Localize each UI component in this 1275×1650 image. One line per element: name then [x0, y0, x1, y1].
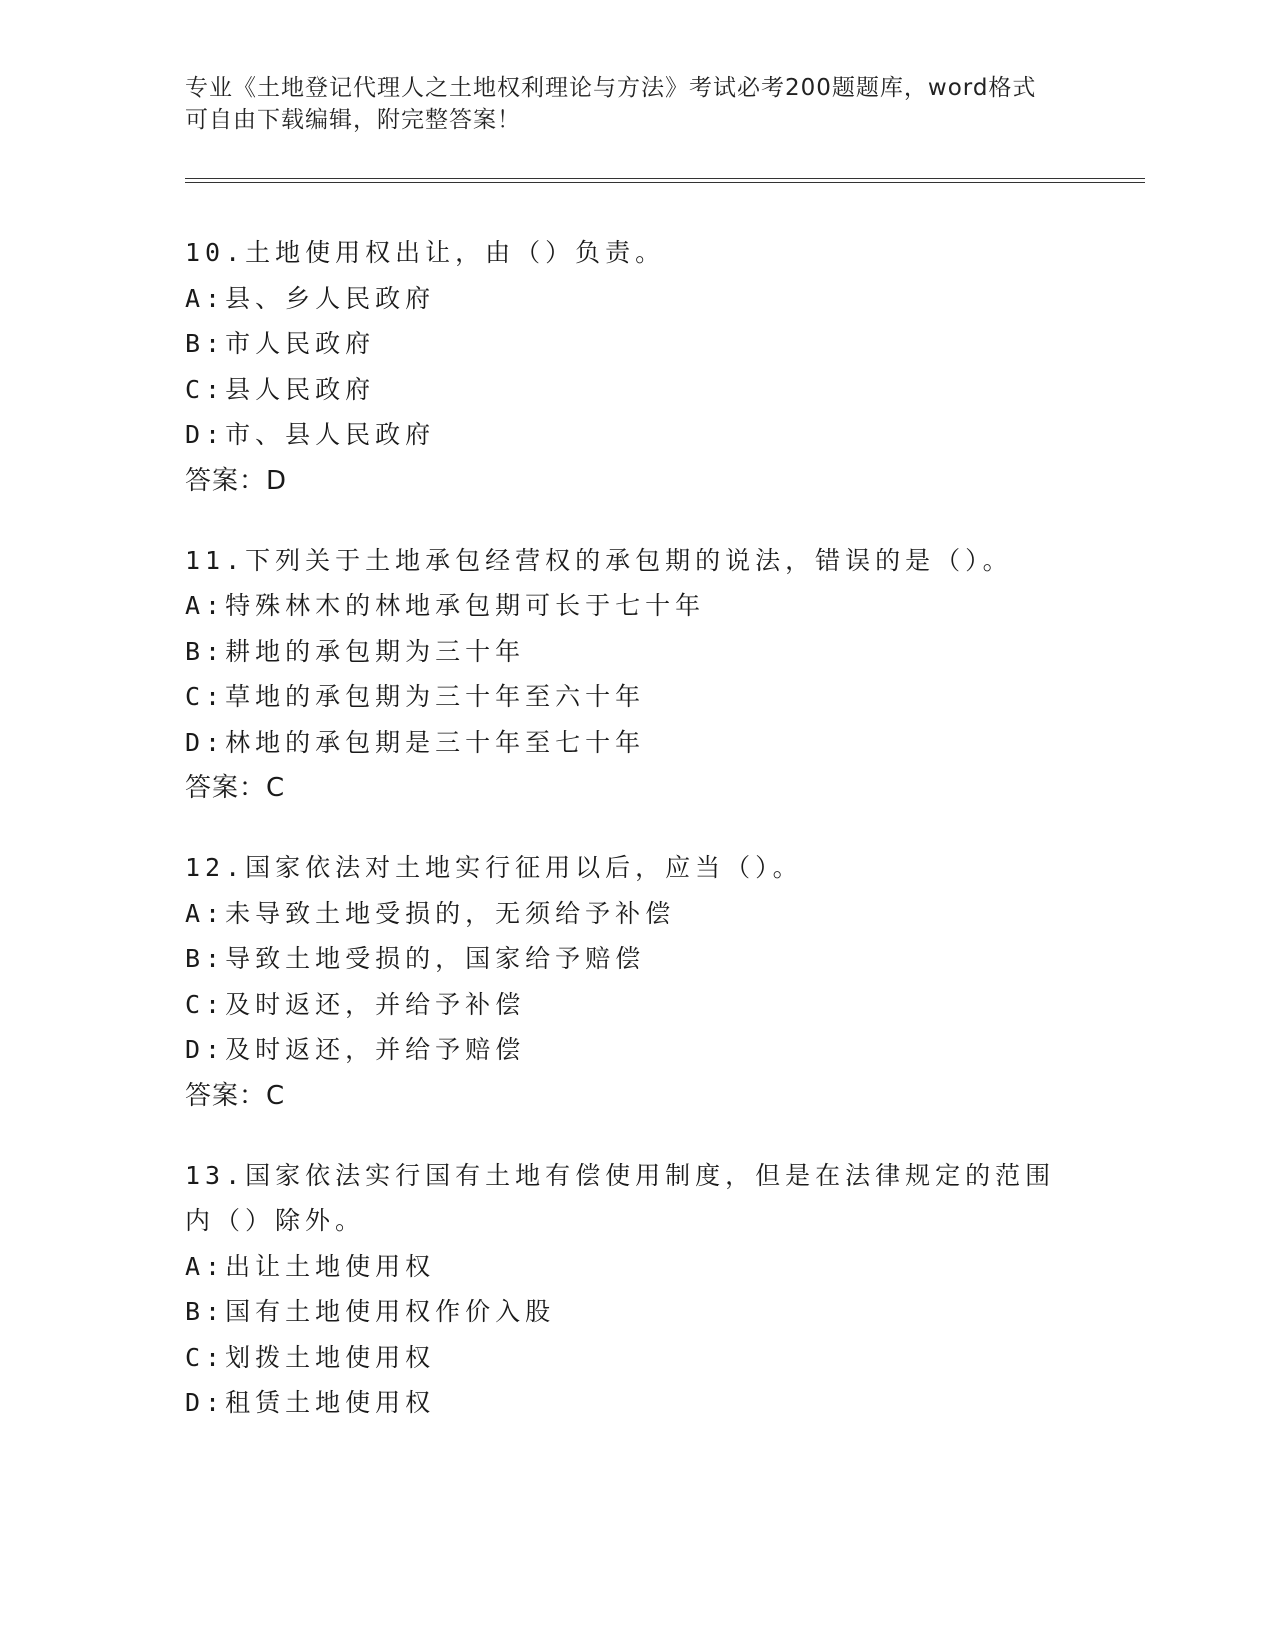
- question-10: [185, 230, 1085, 504]
- option-b: B:市人民政府: [185, 329, 376, 358]
- option-c: C:草地的承包期为三十年至六十年: [185, 682, 646, 711]
- document-header: [185, 72, 1085, 136]
- question-11: [185, 538, 1085, 812]
- answer-label: 答案：C: [185, 1080, 286, 1111]
- header-divider-top: [185, 178, 1145, 179]
- question-stem: 13.国家依法实行国有土地有偿使用制度，但是在法律规定的范围内（）除外。: [185, 1160, 1056, 1235]
- option-a: A:出让土地使用权: [185, 1251, 436, 1281]
- answer-label: 答案：D: [185, 465, 288, 496]
- answer-label: 答案：C: [185, 773, 286, 803]
- question-12: [185, 845, 1085, 1119]
- option-b: B:耕地的承包期为三十年: [185, 636, 526, 666]
- question-stem: 12.国家依法对土地实行征用以后，应当（）。: [185, 853, 803, 882]
- option-c: C:县人民政府: [185, 374, 376, 404]
- option-c: C:划拨土地使用权: [185, 1342, 436, 1372]
- option-a: A:特殊林木的林地承包期可长于七十年: [185, 591, 706, 620]
- header-title-line-1: 专业《土地登记代理人之土地权利理论与方法》考试必考200题题库，word格式: [185, 75, 1037, 101]
- question-stem: 11.下列关于土地承包经营权的承包期的说法，错误的是（）。: [185, 545, 1013, 575]
- question-list: [185, 230, 1085, 1460]
- question-13: [185, 1153, 1085, 1426]
- option-a: A:县、乡人民政府: [185, 283, 436, 313]
- header-divider-bottom: [185, 182, 1145, 183]
- header-title-line-2: 可自由下载编辑，附完整答案！: [185, 107, 521, 133]
- option-d: D:市、县人民政府: [185, 420, 436, 449]
- question-stem: 10.土地使用权出让，由（）负责。: [185, 238, 666, 267]
- option-b: B:导致土地受损的，国家给予赔偿: [185, 944, 646, 973]
- option-d: D:及时返还，并给予赔偿: [185, 1035, 526, 1064]
- option-d: D:租赁土地使用权: [185, 1388, 436, 1417]
- option-d: D:林地的承包期是三十年至七十年: [185, 727, 646, 757]
- option-c: C:及时返还，并给予补偿: [185, 989, 526, 1019]
- option-a: A:未导致土地受损的，无须给予补偿: [185, 898, 676, 928]
- option-b: B:国有土地使用权作价入股: [185, 1297, 556, 1326]
